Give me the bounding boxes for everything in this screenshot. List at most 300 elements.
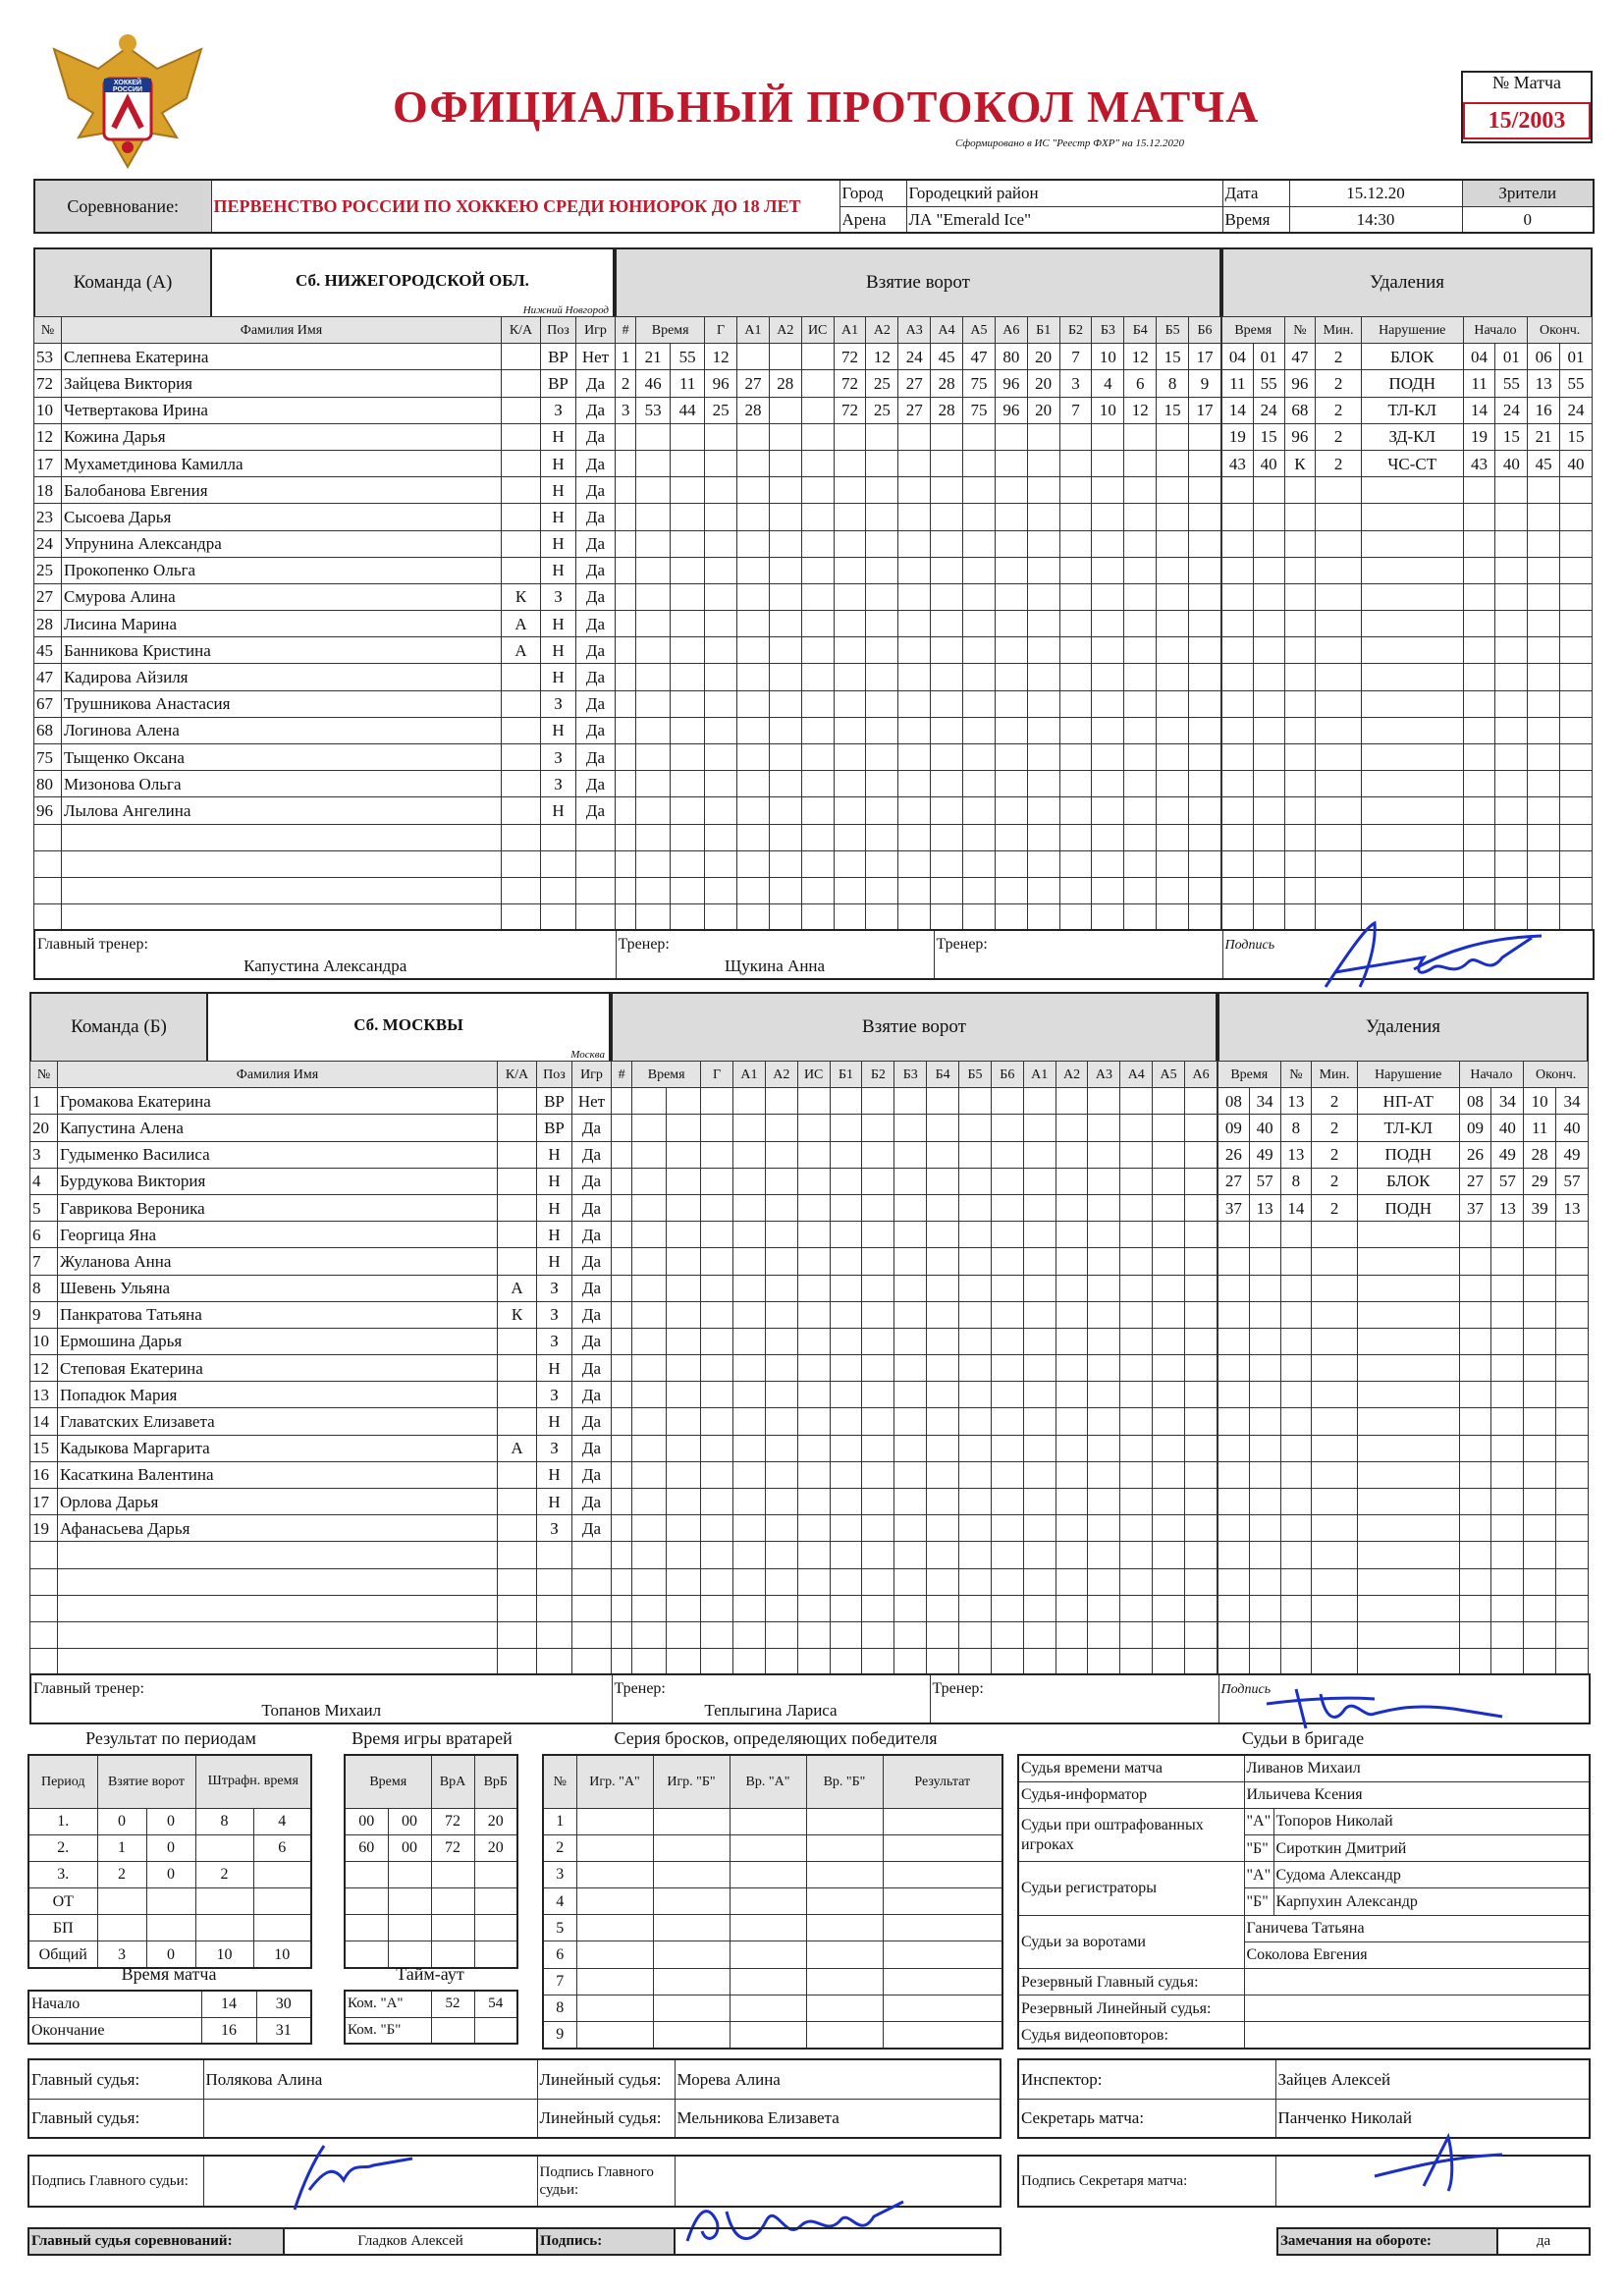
- empty-cell: [1312, 1408, 1358, 1435]
- empty-cell: [1185, 1141, 1218, 1168]
- empty-cell: [1056, 1168, 1088, 1194]
- empty-cell: [898, 450, 931, 476]
- goal-col-header: Б3: [894, 1062, 927, 1088]
- empty-cell: [1222, 717, 1254, 743]
- empty-cell: [931, 850, 963, 877]
- penalty-cell: 47: [1284, 344, 1316, 370]
- timeout-a-m: 52: [431, 1991, 474, 2017]
- remarks-table: [1276, 2227, 1591, 2256]
- empty-cell: [541, 850, 576, 877]
- empty-cell: [612, 1275, 632, 1301]
- referees-table: [27, 2058, 1001, 2139]
- empty-cell: [1284, 877, 1316, 903]
- goal-col-header: А6: [995, 317, 1027, 344]
- penalty-cell: 8: [1280, 1168, 1312, 1194]
- player-name: Банникова Кристина: [62, 637, 502, 664]
- empty-cell: [1357, 1595, 1459, 1621]
- empty-cell: [806, 1808, 883, 1834]
- empty-cell: [1088, 1168, 1120, 1194]
- empty-cell: [894, 1222, 927, 1248]
- empty-cell: [1218, 1248, 1250, 1275]
- empty-cell: [898, 744, 931, 771]
- empty-cell: [769, 824, 801, 850]
- empty-cell: [765, 1515, 797, 1542]
- empty-cell: [894, 1168, 927, 1194]
- empty-cell: [612, 1141, 632, 1168]
- penalty-cell: 13: [1491, 1194, 1524, 1221]
- empty-cell: [1153, 1621, 1185, 1648]
- empty-cell: [1027, 690, 1059, 717]
- shootout-number: 6: [543, 1941, 576, 1968]
- empty-cell: [705, 877, 737, 903]
- period-gb: [146, 1888, 195, 1915]
- empty-row: [30, 1649, 612, 1675]
- empty-cell: [1284, 664, 1316, 690]
- empty-cell: [1357, 1542, 1459, 1568]
- player-position: Н: [537, 1141, 572, 1168]
- empty-cell: [1088, 1489, 1120, 1515]
- empty-cell: [769, 637, 801, 664]
- empty-cell: [1556, 1248, 1589, 1275]
- empty-cell: [1088, 1355, 1120, 1382]
- team-b-penalties-title: Удаления: [1218, 992, 1589, 1063]
- empty-cell: [866, 690, 898, 717]
- empty-cell: [1222, 664, 1254, 690]
- empty-cell: [898, 637, 931, 664]
- reserve-main-label: Резервный Главный судья:: [1018, 1969, 1244, 1995]
- player-number: 18: [34, 477, 62, 504]
- empty-cell: [1027, 850, 1059, 877]
- empty-cell: [1023, 1328, 1056, 1354]
- team-b-coach1-label: Тренер:: [614, 1680, 666, 1697]
- goal-cell: 96: [705, 370, 737, 397]
- empty-cell: [1312, 1382, 1358, 1408]
- empty-cell: [1120, 1328, 1153, 1354]
- empty-cell: [1153, 1222, 1185, 1248]
- player-name: Афанасьева Дарья: [58, 1515, 498, 1542]
- empty-cell: [862, 1649, 894, 1675]
- empty-cell: [653, 1968, 730, 1995]
- period-ga: 1: [97, 1834, 146, 1861]
- empty-cell: [733, 1621, 766, 1648]
- empty-cell: [498, 1649, 537, 1675]
- empty-cell: [1157, 664, 1189, 690]
- empty-cell: [1124, 664, 1157, 690]
- player-name: Жуланова Анна: [58, 1248, 498, 1275]
- empty-cell: [1495, 583, 1528, 610]
- empty-cell: [636, 530, 671, 557]
- penalty-col-header: Начало: [1459, 1062, 1524, 1088]
- empty-cell: [730, 2022, 806, 2049]
- goal-cell: [801, 397, 834, 423]
- chief-referee-label: Главный судья соревнований:: [28, 2228, 284, 2255]
- empty-cell: [1088, 1115, 1120, 1141]
- empty-cell: [632, 1461, 667, 1488]
- empty-cell: [959, 1382, 992, 1408]
- empty-cell: [1189, 771, 1221, 797]
- empty-cell: [632, 1649, 667, 1675]
- player-captain: [498, 1489, 537, 1515]
- empty-cell: [1249, 1248, 1280, 1275]
- empty-cell: [927, 1595, 959, 1621]
- empty-cell: [1491, 1461, 1524, 1488]
- match-start-label: Начало: [28, 1991, 201, 2017]
- empty-cell: [959, 1461, 992, 1488]
- player-position: Н: [541, 664, 576, 690]
- empty-cell: [632, 1168, 667, 1194]
- empty-cell: [636, 904, 671, 931]
- empty-cell: [576, 1915, 653, 1941]
- goal-col-header: А5: [963, 317, 996, 344]
- empty-cell: [1189, 530, 1221, 557]
- player-played: Да: [572, 1461, 612, 1488]
- empty-cell: [898, 611, 931, 637]
- player-number: 16: [30, 1461, 58, 1488]
- empty-cell: [1222, 583, 1254, 610]
- player-row: [30, 1328, 612, 1354]
- empty-cell: [883, 2022, 1002, 2049]
- empty-cell: [705, 557, 737, 583]
- empty-cell: [1124, 877, 1157, 903]
- empty-cell: [701, 1355, 733, 1382]
- empty-cell: [1280, 1222, 1312, 1248]
- empty-cell: [769, 744, 801, 771]
- empty-cell: [1556, 1568, 1589, 1595]
- empty-cell: [616, 690, 636, 717]
- empty-row: [612, 1301, 1218, 1328]
- player-number: 8: [30, 1275, 58, 1301]
- empty-cell: [1459, 1275, 1491, 1301]
- empty-cell: [1528, 583, 1560, 610]
- empty-cell: [801, 850, 834, 877]
- empty-cell: [1556, 1649, 1589, 1675]
- empty-cell: [62, 850, 502, 877]
- empty-row: [1222, 557, 1593, 583]
- roster-col-header: Фамилия Имя: [58, 1062, 498, 1088]
- empty-cell: [616, 744, 636, 771]
- empty-cell: [797, 1489, 830, 1515]
- empty-cell: [898, 530, 931, 557]
- empty-cell: [1218, 1328, 1250, 1354]
- empty-cell: [1495, 850, 1528, 877]
- empty-cell: [1280, 1461, 1312, 1488]
- empty-cell: [1124, 797, 1157, 824]
- empty-cell: [1528, 530, 1560, 557]
- empty-cell: [1253, 744, 1284, 771]
- main-ref-2-label: Главный судья:: [28, 2099, 203, 2138]
- empty-row: [612, 1141, 1218, 1168]
- empty-cell: [1023, 1461, 1056, 1488]
- empty-cell: [1491, 1595, 1524, 1621]
- empty-cell: [1312, 1222, 1358, 1248]
- empty-cell: [1056, 1595, 1088, 1621]
- empty-cell: [959, 1275, 992, 1301]
- player-number: 6: [30, 1222, 58, 1248]
- penalty-cell: 16: [1528, 397, 1560, 423]
- empty-cell: [765, 1194, 797, 1221]
- empty-cell: [769, 771, 801, 797]
- player-captain: [498, 1382, 537, 1408]
- empty-cell: [1157, 583, 1189, 610]
- goal-cell: 12: [1124, 397, 1157, 423]
- empty-cell: [671, 477, 705, 504]
- empty-cell: [830, 1275, 862, 1301]
- empty-cell: [733, 1275, 766, 1301]
- empty-cell: [1560, 504, 1593, 530]
- empty-cell: [1312, 1461, 1358, 1488]
- empty-cell: [866, 771, 898, 797]
- empty-cell: [632, 1301, 667, 1328]
- empty-cell: [898, 877, 931, 903]
- empty-cell: [1027, 557, 1059, 583]
- empty-cell: [1185, 1595, 1218, 1621]
- player-played: Да: [576, 797, 616, 824]
- player-position: ВР: [541, 370, 576, 397]
- empty-cell: [765, 1088, 797, 1115]
- roster-col-header: №: [34, 317, 62, 344]
- empty-cell: [730, 1915, 806, 1941]
- empty-cell: [705, 717, 737, 743]
- empty-cell: [963, 611, 996, 637]
- player-name: Громакова Екатерина: [58, 1088, 498, 1115]
- empty-cell: [616, 664, 636, 690]
- empty-cell: [345, 1915, 388, 1941]
- empty-cell: [862, 1408, 894, 1435]
- empty-cell: [834, 771, 866, 797]
- player-row: [30, 1194, 612, 1221]
- penalty-cell: 08: [1218, 1088, 1250, 1115]
- empty-cell: [1189, 717, 1221, 743]
- empty-cell: [1556, 1408, 1589, 1435]
- secretary-signature-mark: [1355, 2127, 1522, 2206]
- empty-row: [616, 904, 1221, 931]
- goal-col-header: А1: [1023, 1062, 1056, 1088]
- empty-cell: [1249, 1515, 1280, 1542]
- goal-cell: [769, 344, 801, 370]
- penalty-cell: 39: [1524, 1194, 1556, 1221]
- player-number: 67: [34, 690, 62, 717]
- empty-cell: [612, 1408, 632, 1435]
- timeout-b-label: Ком. "Б": [345, 2017, 431, 2044]
- player-captain: А: [502, 637, 541, 664]
- empty-cell: [737, 611, 770, 637]
- empty-cell: [1249, 1595, 1280, 1621]
- goal-col-header: #: [612, 1062, 632, 1088]
- empty-cell: [1253, 797, 1284, 824]
- player-number: 75: [34, 744, 62, 771]
- goal-col-header: А1: [733, 1062, 766, 1088]
- empty-cell: [931, 877, 963, 903]
- match-time-title: Время матча: [121, 1964, 217, 1984]
- player-played: Да: [572, 1115, 612, 1141]
- empty-cell: [616, 797, 636, 824]
- empty-cell: [1459, 1568, 1491, 1595]
- empty-cell: [806, 1888, 883, 1915]
- goal-col-header: ИС: [797, 1062, 830, 1088]
- empty-cell: [927, 1355, 959, 1382]
- empty-cell: [671, 637, 705, 664]
- empty-cell: [1153, 1649, 1185, 1675]
- match-number-label: № Матча: [1491, 73, 1562, 92]
- empty-row: [612, 1542, 1218, 1568]
- empty-cell: [612, 1115, 632, 1141]
- empty-cell: [1153, 1435, 1185, 1461]
- penalty-row: [1218, 1141, 1589, 1168]
- empty-cell: [927, 1088, 959, 1115]
- team-a-sign-label: Подпись: [1224, 938, 1275, 953]
- empty-row: [612, 1088, 1218, 1115]
- empty-cell: [1153, 1408, 1185, 1435]
- player-name: Попадюк Мария: [58, 1382, 498, 1408]
- empty-cell: [632, 1515, 667, 1542]
- empty-cell: [991, 1141, 1023, 1168]
- period-period: 2.: [28, 1834, 97, 1861]
- empty-cell: [616, 877, 636, 903]
- empty-row: [1218, 1568, 1589, 1595]
- empty-cell: [1027, 664, 1059, 690]
- player-captain: [502, 370, 541, 397]
- empty-cell: [1284, 771, 1316, 797]
- empty-cell: [995, 477, 1027, 504]
- empty-cell: [653, 1861, 730, 1887]
- empty-cell: [765, 1248, 797, 1275]
- empty-cell: [705, 477, 737, 504]
- player-name: Прокопенко Ольга: [62, 557, 502, 583]
- player-position: З: [541, 771, 576, 797]
- goal-cell: 53: [636, 397, 671, 423]
- empty-cell: [830, 1515, 862, 1542]
- empty-cell: [1556, 1435, 1589, 1461]
- empty-cell: [1056, 1275, 1088, 1301]
- period-period: ОТ: [28, 1888, 97, 1915]
- player-position: Н: [541, 557, 576, 583]
- empty-cell: [737, 477, 770, 504]
- empty-cell: [995, 690, 1027, 717]
- empty-cell: [1092, 423, 1124, 450]
- empty-cell: [834, 557, 866, 583]
- empty-cell: [830, 1542, 862, 1568]
- empty-cell: [1560, 824, 1593, 850]
- empty-cell: [1253, 664, 1284, 690]
- empty-cell: [1218, 1542, 1250, 1568]
- player-number: 1: [30, 1088, 58, 1115]
- empty-cell: [1528, 717, 1560, 743]
- shootout-number: 3: [543, 1861, 576, 1887]
- empty-cell: [1124, 690, 1157, 717]
- empty-cell: [797, 1649, 830, 1675]
- goal-col-header: Б1: [1027, 317, 1059, 344]
- empty-cell: [862, 1489, 894, 1515]
- empty-cell: [1463, 744, 1495, 771]
- empty-cell: [959, 1088, 992, 1115]
- penalty-cell: 14: [1463, 397, 1495, 423]
- empty-cell: [733, 1515, 766, 1542]
- empty-cell: [612, 1595, 632, 1621]
- empty-cell: [1249, 1301, 1280, 1328]
- empty-cell: [1059, 557, 1092, 583]
- penalty-cell: 11: [1524, 1115, 1556, 1141]
- empty-cell: [765, 1621, 797, 1648]
- empty-row: [612, 1568, 1218, 1595]
- penalty-cell: 29: [1524, 1168, 1556, 1194]
- empty-cell: [1528, 504, 1560, 530]
- empty-cell: [797, 1141, 830, 1168]
- player-row: [34, 583, 616, 610]
- empty-cell: [1056, 1328, 1088, 1354]
- empty-cell: [866, 477, 898, 504]
- empty-cell: [1059, 690, 1092, 717]
- empty-cell: [1157, 744, 1189, 771]
- empty-cell: [1023, 1222, 1056, 1248]
- empty-cell: [931, 611, 963, 637]
- roster-col-header: Игр: [576, 317, 616, 344]
- empty-cell: [1357, 1515, 1459, 1542]
- empty-cell: [797, 1515, 830, 1542]
- empty-cell: [765, 1328, 797, 1354]
- empty-cell: [1316, 744, 1362, 771]
- player-number: 15: [30, 1435, 58, 1461]
- team-a-label: Команда (А): [33, 247, 212, 318]
- team-a-coach1-label: Тренер:: [618, 936, 670, 953]
- player-captain: [502, 690, 541, 717]
- empty-row: [616, 611, 1221, 637]
- player-number: 96: [34, 797, 62, 824]
- goal-cell: 55: [671, 344, 705, 370]
- chief-referee-table: [27, 2227, 1001, 2256]
- empty-cell: [1249, 1328, 1280, 1354]
- time-label: Время: [1222, 206, 1289, 233]
- empty-cell: [862, 1461, 894, 1488]
- goal-judge-2: Соколова Евгения: [1244, 1941, 1590, 1968]
- empty-cell: [576, 1834, 653, 1861]
- empty-cell: [1092, 504, 1124, 530]
- empty-cell: [834, 850, 866, 877]
- empty-cell: [730, 1808, 806, 1834]
- empty-cell: [866, 904, 898, 931]
- roster-col-header: Игр: [572, 1062, 612, 1088]
- empty-cell: [1185, 1222, 1218, 1248]
- empty-cell: [834, 797, 866, 824]
- penalty-cell: 40: [1556, 1115, 1589, 1141]
- player-row: [30, 1355, 612, 1382]
- empty-cell: [866, 423, 898, 450]
- empty-cell: [1284, 824, 1316, 850]
- empty-row: [616, 423, 1221, 450]
- registrar-label: Судьи регистраторы: [1018, 1862, 1244, 1915]
- empty-cell: [701, 1141, 733, 1168]
- goalie-col-b: ВрБ: [474, 1755, 517, 1808]
- empty-cell: [502, 877, 541, 903]
- empty-cell: [866, 877, 898, 903]
- empty-row: [612, 1408, 1218, 1435]
- empty-cell: [834, 423, 866, 450]
- player-number: 68: [34, 717, 62, 743]
- team-b-head-coach: Топанов Михаил: [261, 1701, 382, 1720]
- player-position: Н: [541, 504, 576, 530]
- empty-cell: [1218, 1489, 1250, 1515]
- empty-cell: [1056, 1194, 1088, 1221]
- penalty-col-header: Мин.: [1312, 1062, 1358, 1088]
- empty-cell: [1528, 850, 1560, 877]
- empty-cell: [1153, 1328, 1185, 1354]
- empty-cell: [1249, 1408, 1280, 1435]
- empty-cell: [667, 1194, 701, 1221]
- empty-cell: [1312, 1489, 1358, 1515]
- empty-cell: [737, 744, 770, 771]
- empty-cell: [1463, 664, 1495, 690]
- empty-cell: [1120, 1621, 1153, 1648]
- spectators-label: Зрители: [1462, 180, 1594, 206]
